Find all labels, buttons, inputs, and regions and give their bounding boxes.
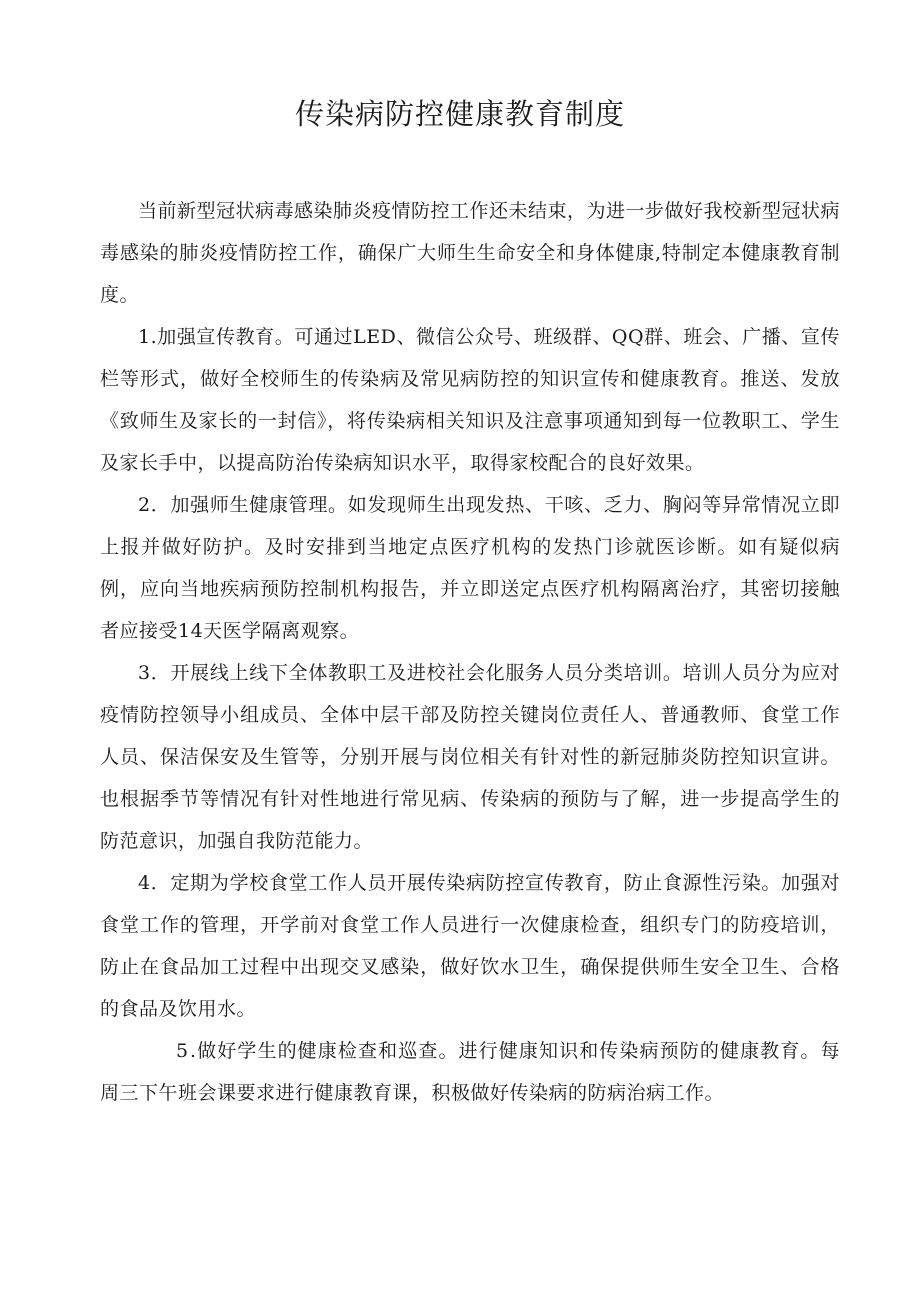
item-paragraph-3	[100, 652, 840, 862]
item-number: 4．	[138, 872, 171, 894]
document-body	[100, 190, 840, 1114]
item-paragraph-4	[100, 862, 840, 1030]
document-title: 传染病防控健康教育制度	[294, 97, 625, 131]
item-number: 1.	[138, 326, 158, 348]
item-paragraph-2	[100, 484, 840, 652]
item-paragraph-5	[100, 1030, 840, 1114]
item-text: 开展线上线下全体教职工及进校社会化服务人员分类培训。培训人员分为应对疫情防控领导小组成员、全体中层干部及防控关键岗位责任人、普通教师、食堂工作人员、保洁保安及生管等，分别开展与岗位相关有针对性的新冠肺炎防控知识宣讲。也根据季节等情况有针对性地进行常见病、传染病的预防与了解，进一步提高学生的防范意识，加强自我防范能力。	[100, 662, 840, 852]
item-text: 加强师生健康管理。如发现师生出现发热、干咳、乏力、胸闷等异常情况立即上报并做好防护。及时安排到当地定点医疗机构的发热门诊就医诊断。如有疑似病例，应向当地疾病预防控制机构报告，并立即送定点医疗机构隔离治疗，其密切接触者应接受14天医学隔离观察。	[100, 494, 840, 642]
item-number: 5	[176, 1040, 189, 1062]
intro-paragraph: 当前新型冠状病毒感染肺炎疫情防控工作还未结束，为进一步做好我校新型冠状病毒感染的肺炎疫情防控工作，确保广大师生生命安全和身体健康,特制定本健康教育制度。	[100, 200, 841, 306]
item-text: .做好学生的健康检查和巡查。进行健康知识和传染病预防的健康教育。每周三下午班会课要求进行健康教育课，积极做好传染病的防病治病工作。	[100, 1040, 840, 1104]
item-number: 2．	[138, 494, 171, 516]
item-text: 加强宣传教育。可通过LED、微信公众号、班级群、QQ群、班会、广播、宣传栏等形式，做好全校师生的传染病及常见病防控的知识宣传和健康教育。推送、发放《致师生及家长的一封信》，将传染病相关知识及注意事项通知到每一位教职工、学生及家长手中，以提高防治传染病知识水平，取得家校配合的良好效果。	[100, 326, 840, 474]
item-text: 定期为学校食堂工作人员开展传染病防控宣传教育，防止食源性污染。加强对食堂工作的管理，开学前对食堂工作人员进行一次健康检查，组织专门的防疫培训，防止在食品加工过程中出现交叉感染，做好饮水卫生，确保提供师生安全卫生、合格的食品及饮用水。	[100, 872, 840, 1020]
item-number: 3．	[138, 662, 171, 684]
item-paragraph-1	[100, 316, 840, 484]
